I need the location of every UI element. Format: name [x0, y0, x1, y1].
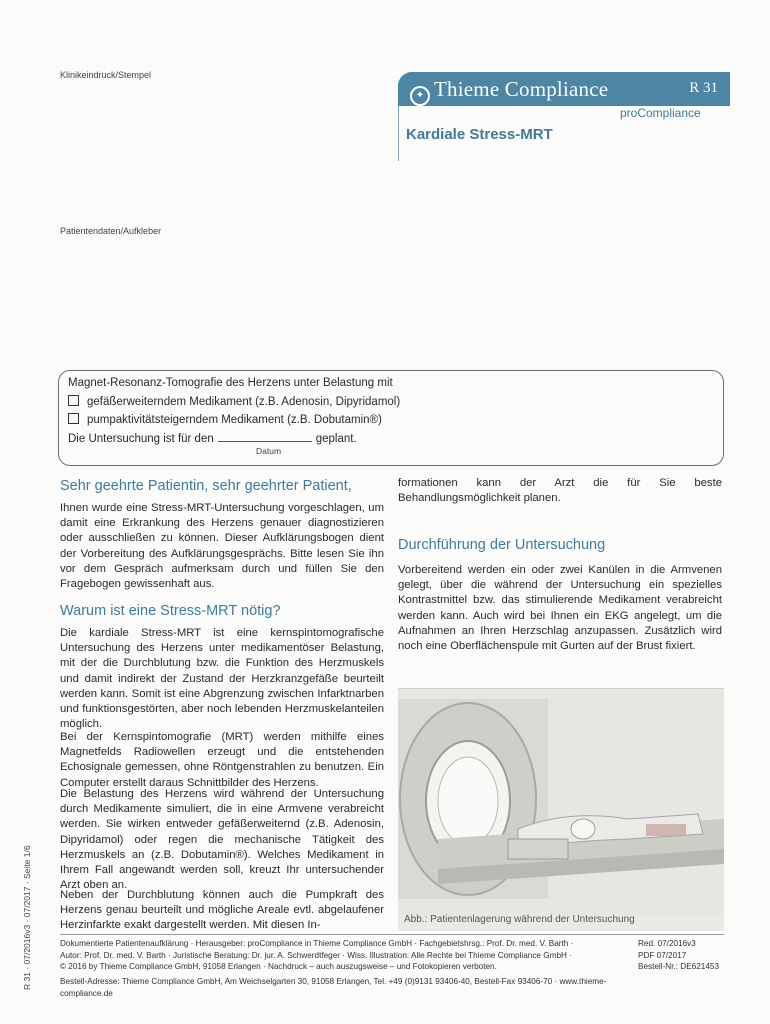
footer-order-address: Bestell-Adresse: Thieme Compliance GmbH, Am Weichselgarten 30, 91058 Erlangen, Tel. +49 (0)9131 93406-40, Bestell-Fax 93406-70 · www.thieme-compliance.de [60, 977, 607, 998]
greeting-heading: Sehr geehrte Patientin, sehr geehrter Patient, [60, 478, 352, 494]
footer-rule [60, 934, 724, 935]
right-continuation: formationen kann der Arzt die für Sie beste Behandlungsmöglichkeit planen. [398, 477, 722, 505]
illustration-caption: Abb.: Patientenlagerung während der Untersuchung [404, 914, 635, 925]
patient-data-label: Patientendaten/Aufkleber [60, 226, 162, 236]
procedure-intro: Magnet-Resonanz-Tomografie des Herzens unter Belastung mit [68, 377, 393, 389]
option-inotropic [68, 413, 382, 426]
footer-red: Red. 07/2016v3 [638, 939, 696, 948]
footer-legal [60, 938, 620, 973]
exam-date-line [68, 431, 357, 445]
document-title: Kardiale Stress-MRT [406, 126, 553, 143]
checkbox-vasodilator[interactable] [68, 395, 79, 406]
option-inotropic-label: pumpaktivitätsteigerndem Medikament (z.B. Dobutamin®) [87, 414, 382, 426]
sub-brand: proCompliance [620, 106, 701, 120]
date-input-line[interactable] [218, 431, 312, 442]
footer-line-3: © 2016 by Thieme Compliance GmbH, 91058 Erlangen · Nachdruck – auch auszugsweise – und Fotokopieren verboten. [60, 962, 497, 971]
mri-illustration [398, 688, 724, 931]
mri-scanner-drawing [398, 689, 724, 915]
thieme-seal-icon: ✦ [410, 86, 430, 106]
footer-line-1: Dokumentierte Patientenaufklärung · Herausgeber: proCompliance in Thieme Compliance GmbH · Fachgebietshrsg.: Prof. Dr. med. V. Barth · [60, 939, 574, 948]
why-paragraph-3: Die Belastung des Herzens wird während der Untersuchung durch Medikamente simuliert, die in eine Armvene verabreicht werden. Sie wirken entweder gefäßerweiternd (z.B. Adenosin, Dipyridamol) oder regen die mechanische Tätigkeit des Herzmuskels an (z.B. Dobutamin®). Welches Medikament in Ihrem Fall angewandt werden soll, kreuzt Ihr untersuchender Arzt oben an. [60, 788, 384, 892]
greeting-text: Ihnen wurde eine Stress-MRT-Untersuchung vorgeschlagen, um damit eine Erkrankung des Herzens genauer diagnostizieren oder ausschließen zu können. Dieser Aufklärungsbogen dient der Vorbereitung des Aufklärungsgesprächs. Bitte lesen Sie ihn vor dem Gespräch aufmerksam durch und füllen Sie den Fragebogen gewissenhaft aus. [60, 502, 384, 591]
side-page-info: R 31 · 07/2016v3 · 07/2017 · Seite 1/6 [22, 845, 32, 990]
clinic-stamp-label: Klinikeindruck/Stempel [60, 70, 152, 80]
date-label: Datum [256, 446, 282, 456]
why-heading: Warum ist eine Stress-MRT nötig? [60, 603, 281, 619]
footer-version-info [638, 938, 728, 973]
procedure-text: Vorbereitend werden ein oder zwei Kanülen in die Armvenen gelegt, über die während der Untersuchung ein spezielles Kontrastmittel bzw. das stimulierende Medikament verabreicht werden kann. Auch wird bei Ihnen ein EKG angelegt, um die Aufnahmen an Ihren Herzschlag anzupassen. Zusätzlich wird noch eine Oberflächenspule mit Gurten auf der Brust fixiert. [398, 564, 722, 653]
form-code: R 31 [689, 80, 718, 96]
why-paragraph-4: Neben der Durchblutung können auch die Pumpkraft des Herzens genau beurteilt und mögliche Areale evtl. abgelaufener Herzinfarkte exakt dargestellt werden. Mit diesen In- [60, 889, 384, 932]
brand-name: Thieme Compliance [434, 77, 609, 101]
option-vasodilator-label: gefäßerweiterndem Medikament (z.B. Adenosin, Dipyridamol) [87, 396, 401, 408]
date-suffix: geplant. [315, 433, 357, 445]
option-vasodilator [68, 395, 400, 408]
brand-logo [410, 77, 608, 106]
footer-pdf: PDF 07/2017 [638, 950, 687, 960]
checkbox-inotropic[interactable] [68, 413, 79, 424]
brand-bar [398, 72, 730, 106]
why-paragraph-1: Die kardiale Stress-MRT ist eine kernspintomografische Untersuchung des Herzens unter medikamentöser Belastung, mit der die Durchblutung bzw. die Funktion des Herzmuskels und damit indirekt der Zustand der Herzkranzgefäße beurteilt werden kann. Somit ist eine Abgrenzung zwischen Infarktnarben und funktionsgestörten, aber noch lebenden Herzmuskelanteilen möglich. [60, 627, 384, 731]
footer-order-no: Bestell-Nr.: DE621453 [638, 962, 720, 971]
why-paragraph-2: Bei der Kernspintomografie (MRT) werden mithilfe eines Magnetfelds Radiowellen erzeugt und die entstehenden Echosignale gemessen, ohne Röntgenstrahlen zu benutzen. Ein Computer erstellt daraus Schnittbilder des Herzens. [60, 731, 384, 789]
date-prefix: Die Untersuchung ist für den [68, 433, 214, 445]
footer-line-2: Autor: Prof. Dr. med. V. Barth · Juristische Beratung: Dr. jur. A. Schwerdtfeger · Wiss. Illustration: Alle Rechte bei Thieme Compliance GmbH · [60, 950, 572, 960]
procedure-heading: Durchführung der Untersuchung [398, 537, 606, 553]
